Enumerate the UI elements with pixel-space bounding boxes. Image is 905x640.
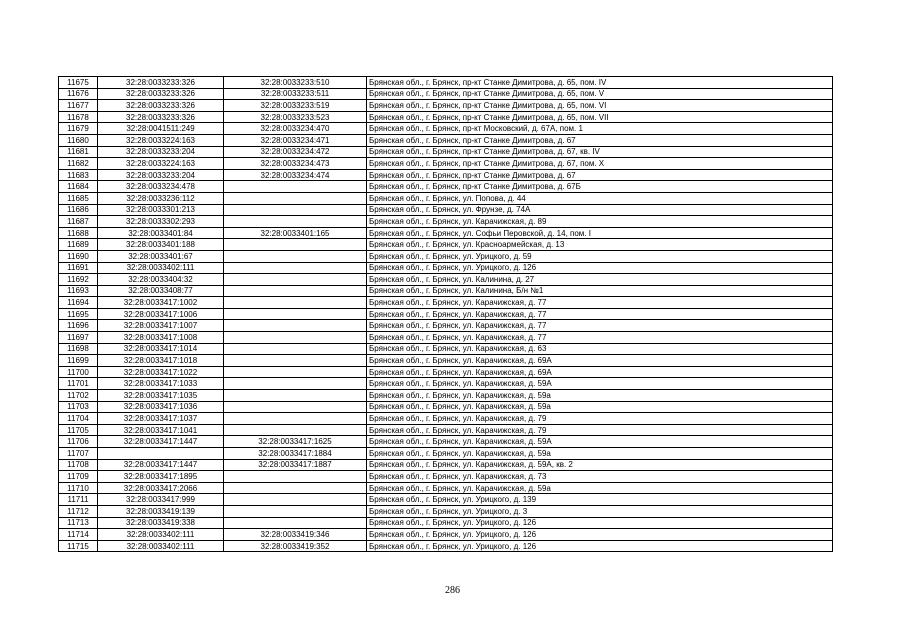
row-number-cell: 11709 [59, 471, 98, 483]
row-number-cell: 11708 [59, 459, 98, 471]
page-number: 286 [445, 585, 460, 596]
premises-cadastral-number-cell: 32:28:0033233:510 [224, 77, 367, 89]
address-cell: Брянская обл., г. Брянск, ул. Урицкого, д. 126 [367, 517, 833, 529]
row-number-cell: 11684 [59, 181, 98, 193]
cadastral-number-cell: 32:28:0033408:77 [98, 285, 224, 297]
premises-cadastral-number-cell [224, 297, 367, 309]
premises-cadastral-number-cell: 32:28:0033401:165 [224, 227, 367, 239]
address-cell: Брянская обл., г. Брянск, ул. Карачижская, д. 77 [367, 308, 833, 320]
address-cell: Брянская обл., г. Брянск, ул. Карачижская, д. 59А, кв. 2 [367, 459, 833, 471]
table-row [59, 227, 833, 239]
address-cell: Брянская обл., г. Брянск, ул. Карачижская, д. 59а [367, 401, 833, 413]
cadastral-number-cell: 32:28:0033417:1036 [98, 401, 224, 413]
cadastral-number-cell: 32:28:0041511:249 [98, 123, 224, 135]
row-number-cell: 11694 [59, 297, 98, 309]
table-row [59, 355, 833, 367]
address-cell: Брянская обл., г. Брянск, ул. Калинина, Б/н №1 [367, 285, 833, 297]
address-cell: Брянская обл., г. Брянск, ул. Урицкого, д. 3 [367, 505, 833, 517]
table-row [59, 134, 833, 146]
row-number-cell: 11690 [59, 250, 98, 262]
table-row [59, 123, 833, 135]
cadastral-number-cell: 32:28:0033233:326 [98, 100, 224, 112]
cadastral-number-cell: 32:28:0033301:213 [98, 204, 224, 216]
table-row [59, 448, 833, 460]
premises-cadastral-number-cell [224, 262, 367, 274]
table-row [59, 366, 833, 378]
table-row [59, 262, 833, 274]
row-number-cell: 11681 [59, 146, 98, 158]
registry-table [58, 76, 833, 552]
address-cell: Брянская обл., г. Брянск, ул. Урицкого, д. 126 [367, 529, 833, 541]
cadastral-number-cell: 32:28:0033233:326 [98, 77, 224, 89]
cadastral-number-cell: 32:28:0033404:32 [98, 274, 224, 286]
premises-cadastral-number-cell [224, 401, 367, 413]
row-number-cell: 11700 [59, 366, 98, 378]
cadastral-number-cell: 32:28:0033417:1037 [98, 413, 224, 425]
row-number-cell: 11697 [59, 332, 98, 344]
table-row [59, 297, 833, 309]
address-cell: Брянская обл., г. Брянск, пр-кт Станке Димитрова, д. 65, пом. IV [367, 77, 833, 89]
cadastral-number-cell: 32:28:0033417:1014 [98, 343, 224, 355]
cadastral-number-cell: 32:28:0033401:84 [98, 227, 224, 239]
premises-cadastral-number-cell: 32:28:0033234:471 [224, 134, 367, 146]
premises-cadastral-number-cell: 32:28:0033417:1884 [224, 448, 367, 460]
cadastral-number-cell: 32:28:0033224:163 [98, 158, 224, 170]
cadastral-number-cell: 32:28:0033233:204 [98, 169, 224, 181]
table-row [59, 146, 833, 158]
premises-cadastral-number-cell: 32:28:0033233:511 [224, 88, 367, 100]
address-cell: Брянская обл., г. Брянск, ул. Урицкого, д. 59 [367, 250, 833, 262]
premises-cadastral-number-cell: 32:28:0033419:352 [224, 540, 367, 552]
row-number-cell: 11710 [59, 482, 98, 494]
cadastral-number-cell: 32:28:0033417:1447 [98, 459, 224, 471]
row-number-cell: 11679 [59, 123, 98, 135]
row-number-cell: 11686 [59, 204, 98, 216]
table-row [59, 505, 833, 517]
table-row [59, 529, 833, 541]
cadastral-number-cell: 32:28:0033419:139 [98, 505, 224, 517]
row-number-cell: 11711 [59, 494, 98, 506]
table-row [59, 459, 833, 471]
address-cell: Брянская обл., г. Брянск, ул. Карачижская, д. 59А [367, 436, 833, 448]
cadastral-number-cell: 32:28:0033419:338 [98, 517, 224, 529]
table-row [59, 517, 833, 529]
premises-cadastral-number-cell: 32:28:0033234:472 [224, 146, 367, 158]
cadastral-number-cell: 32:28:0033233:326 [98, 111, 224, 123]
table-row [59, 482, 833, 494]
address-cell: Брянская обл., г. Брянск, ул. Карачижская, д. 73 [367, 471, 833, 483]
cadastral-number-cell: 32:28:0033402:111 [98, 540, 224, 552]
row-number-cell: 11692 [59, 274, 98, 286]
address-cell: Брянская обл., г. Брянск, ул. Красноармейская, д. 13 [367, 239, 833, 251]
address-cell: Брянская обл., г. Брянск, ул. Карачижская, д. 59а [367, 448, 833, 460]
premises-cadastral-number-cell [224, 482, 367, 494]
address-cell: Брянская обл., г. Брянск, пр-кт Московский, д. 67А, пом. 1 [367, 123, 833, 135]
cadastral-number-cell: 32:28:0033417:1006 [98, 308, 224, 320]
address-cell: Брянская обл., г. Брянск, ул. Карачижская, д. 89 [367, 216, 833, 228]
table-row [59, 285, 833, 297]
premises-cadastral-number-cell [224, 274, 367, 286]
address-cell: Брянская обл., г. Брянск, ул. Урицкого, д. 139 [367, 494, 833, 506]
table-row [59, 274, 833, 286]
address-cell: Брянская обл., г. Брянск, ул. Карачижская, д. 59А [367, 378, 833, 390]
address-cell: Брянская обл., г. Брянск, ул. Карачижская, д. 69А [367, 366, 833, 378]
cadastral-number-cell: 32:28:0033417:1002 [98, 297, 224, 309]
address-cell: Брянская обл., г. Брянск, ул. Карачижская, д. 59а [367, 482, 833, 494]
table-row [59, 77, 833, 89]
address-cell: Брянская обл., г. Брянск, пр-кт Станке Димитрова, д. 67, кв. IV [367, 146, 833, 158]
address-cell: Брянская обл., г. Брянск, ул. Урицкого, д. 126 [367, 540, 833, 552]
premises-cadastral-number-cell [224, 378, 367, 390]
table-row [59, 320, 833, 332]
premises-cadastral-number-cell [224, 250, 367, 262]
premises-cadastral-number-cell [224, 308, 367, 320]
cadastral-number-cell: 32:28:0033401:188 [98, 239, 224, 251]
address-cell: Брянская обл., г. Брянск, ул. Карачижская, д. 69А [367, 355, 833, 367]
premises-cadastral-number-cell [224, 355, 367, 367]
premises-cadastral-number-cell: 32:28:0033417:1887 [224, 459, 367, 471]
cadastral-number-cell: 32:28:0033417:1035 [98, 390, 224, 402]
row-number-cell: 11676 [59, 88, 98, 100]
table-row [59, 413, 833, 425]
row-number-cell: 11707 [59, 448, 98, 460]
cadastral-number-cell: 32:28:0033402:111 [98, 529, 224, 541]
table-row [59, 158, 833, 170]
row-number-cell: 11680 [59, 134, 98, 146]
address-cell: Брянская обл., г. Брянск, пр-кт Станке Димитрова, д. 65, пом. VII [367, 111, 833, 123]
row-number-cell: 11687 [59, 216, 98, 228]
table-row [59, 343, 833, 355]
row-number-cell: 11688 [59, 227, 98, 239]
table-row [59, 100, 833, 112]
premises-cadastral-number-cell: 32:28:0033234:474 [224, 169, 367, 181]
premises-cadastral-number-cell [224, 332, 367, 344]
table-row [59, 308, 833, 320]
address-cell: Брянская обл., г. Брянск, ул. Фрунзе, д. 74А [367, 204, 833, 216]
cadastral-number-cell [98, 448, 224, 460]
premises-cadastral-number-cell [224, 517, 367, 529]
row-number-cell: 11715 [59, 540, 98, 552]
address-cell: Брянская обл., г. Брянск, ул. Карачижская, д. 63 [367, 343, 833, 355]
cadastral-number-cell: 32:28:0033234:478 [98, 181, 224, 193]
row-number-cell: 11714 [59, 529, 98, 541]
cadastral-number-cell: 32:28:0033417:1033 [98, 378, 224, 390]
premises-cadastral-number-cell [224, 181, 367, 193]
cadastral-number-cell: 32:28:0033417:1007 [98, 320, 224, 332]
address-cell: Брянская обл., г. Брянск, ул. Карачижская, д. 77 [367, 297, 833, 309]
row-number-cell: 11685 [59, 192, 98, 204]
row-number-cell: 11693 [59, 285, 98, 297]
table-row [59, 401, 833, 413]
address-cell: Брянская обл., г. Брянск, ул. Карачижская, д. 59а [367, 390, 833, 402]
premises-cadastral-number-cell: 32:28:0033234:470 [224, 123, 367, 135]
cadastral-number-cell: 32:28:0033417:1022 [98, 366, 224, 378]
row-number-cell: 11698 [59, 343, 98, 355]
row-number-cell: 11695 [59, 308, 98, 320]
premises-cadastral-number-cell [224, 320, 367, 332]
row-number-cell: 11702 [59, 390, 98, 402]
row-number-cell: 11696 [59, 320, 98, 332]
premises-cadastral-number-cell: 32:28:0033419:346 [224, 529, 367, 541]
cadastral-number-cell: 32:28:0033401:67 [98, 250, 224, 262]
row-number-cell: 11683 [59, 169, 98, 181]
row-number-cell: 11703 [59, 401, 98, 413]
address-cell: Брянская обл., г. Брянск, пр-кт Станке Димитрова, д. 65, пом. VI [367, 100, 833, 112]
address-cell: Брянская обл., г. Брянск, пр-кт Станке Димитрова, д. 67 [367, 134, 833, 146]
premises-cadastral-number-cell: 32:28:0033233:519 [224, 100, 367, 112]
row-number-cell: 11704 [59, 413, 98, 425]
cadastral-number-cell: 32:28:0033402:111 [98, 262, 224, 274]
table-row [59, 332, 833, 344]
cadastral-number-cell: 32:28:0033417:1447 [98, 436, 224, 448]
premises-cadastral-number-cell [224, 239, 367, 251]
address-cell: Брянская обл., г. Брянск, пр-кт Станке Димитрова, д. 65, пом. V [367, 88, 833, 100]
row-number-cell: 11678 [59, 111, 98, 123]
table-row [59, 540, 833, 552]
premises-cadastral-number-cell [224, 216, 367, 228]
table-row [59, 378, 833, 390]
row-number-cell: 11701 [59, 378, 98, 390]
premises-cadastral-number-cell [224, 390, 367, 402]
address-cell: Брянская обл., г. Брянск, ул. Карачижская, д. 79 [367, 424, 833, 436]
row-number-cell: 11682 [59, 158, 98, 170]
row-number-cell: 11713 [59, 517, 98, 529]
address-cell: Брянская обл., г. Брянск, ул. Попова, д. 44 [367, 192, 833, 204]
registry-table-body [59, 77, 833, 552]
cadastral-number-cell: 32:28:0033233:204 [98, 146, 224, 158]
table-row [59, 424, 833, 436]
premises-cadastral-number-cell: 32:28:0033234:473 [224, 158, 367, 170]
table-row [59, 111, 833, 123]
address-cell: Брянская обл., г. Брянск, ул. Урицкого, д. 126 [367, 262, 833, 274]
premises-cadastral-number-cell [224, 505, 367, 517]
address-cell: Брянская обл., г. Брянск, ул. Карачижская, д. 77 [367, 332, 833, 344]
premises-cadastral-number-cell [224, 494, 367, 506]
row-number-cell: 11705 [59, 424, 98, 436]
cadastral-number-cell: 32:28:0033417:1018 [98, 355, 224, 367]
row-number-cell: 11691 [59, 262, 98, 274]
table-row [59, 192, 833, 204]
premises-cadastral-number-cell [224, 285, 367, 297]
table-row [59, 471, 833, 483]
table-row [59, 169, 833, 181]
cadastral-number-cell: 32:28:0033302:293 [98, 216, 224, 228]
premises-cadastral-number-cell: 32:28:0033233:523 [224, 111, 367, 123]
address-cell: Брянская обл., г. Брянск, ул. Софьи Перовской, д. 14, пом. I [367, 227, 833, 239]
table-row [59, 239, 833, 251]
cadastral-number-cell: 32:28:0033417:999 [98, 494, 224, 506]
premises-cadastral-number-cell: 32:28:0033417:1625 [224, 436, 367, 448]
cadastral-number-cell: 32:28:0033417:1895 [98, 471, 224, 483]
table-row [59, 204, 833, 216]
address-cell: Брянская обл., г. Брянск, ул. Карачижская, д. 79 [367, 413, 833, 425]
row-number-cell: 11699 [59, 355, 98, 367]
cadastral-number-cell: 32:28:0033224:163 [98, 134, 224, 146]
premises-cadastral-number-cell [224, 192, 367, 204]
cadastral-number-cell: 32:28:0033417:1041 [98, 424, 224, 436]
address-cell: Брянская обл., г. Брянск, ул. Калинина, д. 27 [367, 274, 833, 286]
table-row [59, 436, 833, 448]
table-row [59, 88, 833, 100]
address-cell: Брянская обл., г. Брянск, пр-кт Станке Димитрова, д. 67Б [367, 181, 833, 193]
premises-cadastral-number-cell [224, 424, 367, 436]
premises-cadastral-number-cell [224, 471, 367, 483]
table-row [59, 250, 833, 262]
address-cell: Брянская обл., г. Брянск, пр-кт Станке Димитрова, д. 67 [367, 169, 833, 181]
table-row [59, 181, 833, 193]
table-row [59, 216, 833, 228]
row-number-cell: 11675 [59, 77, 98, 89]
row-number-cell: 11689 [59, 239, 98, 251]
row-number-cell: 11677 [59, 100, 98, 112]
row-number-cell: 11706 [59, 436, 98, 448]
cadastral-number-cell: 32:28:0033417:2066 [98, 482, 224, 494]
row-number-cell: 11712 [59, 505, 98, 517]
address-cell: Брянская обл., г. Брянск, ул. Карачижская, д. 77 [367, 320, 833, 332]
premises-cadastral-number-cell [224, 204, 367, 216]
cadastral-number-cell: 32:28:0033233:326 [98, 88, 224, 100]
cadastral-number-cell: 32:28:0033236:112 [98, 192, 224, 204]
premises-cadastral-number-cell [224, 366, 367, 378]
address-cell: Брянская обл., г. Брянск, пр-кт Станке Димитрова, д. 67, пом. Х [367, 158, 833, 170]
table-row [59, 390, 833, 402]
table-row [59, 494, 833, 506]
cadastral-number-cell: 32:28:0033417:1008 [98, 332, 224, 344]
premises-cadastral-number-cell [224, 343, 367, 355]
premises-cadastral-number-cell [224, 413, 367, 425]
